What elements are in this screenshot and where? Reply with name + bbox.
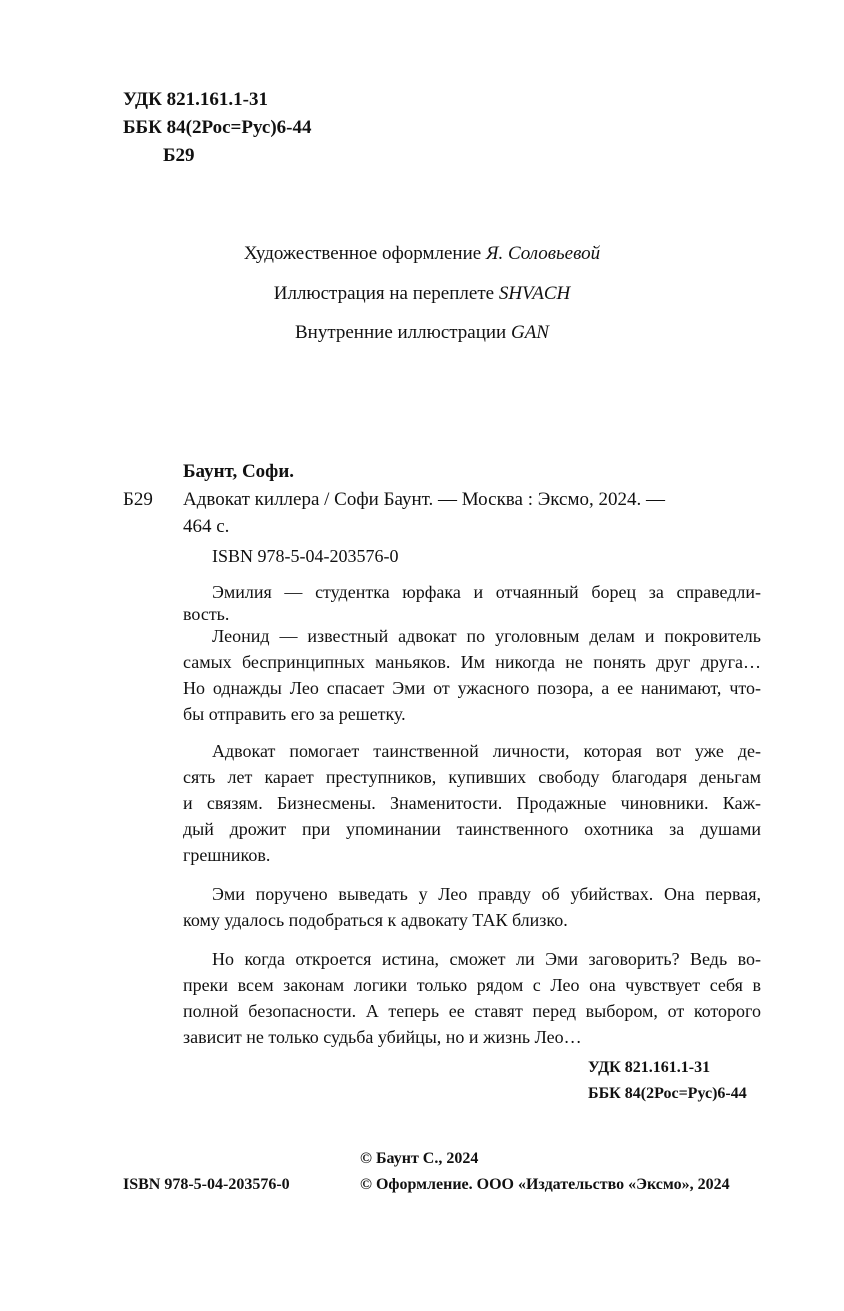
bottom-bbk-code: ББК 84(2Рос=Рус)6-44: [588, 1085, 747, 1102]
text-line: Но однажды Лео спасает Эми от ужасного позора, а ее нанимают, что-: [183, 678, 761, 698]
bottom-udk-code: УДК 821.161.1-31: [588, 1059, 711, 1076]
copyright-design: © Оформление. ООО «Издательство «Эксмо», 2024: [360, 1176, 730, 1193]
text-line: Эмилия — студентка юрфака и отчаянный борец за справедли-: [212, 582, 761, 602]
text-line: Но когда откроется истина, сможет ли Эми заговорить? Ведь во-: [212, 949, 761, 969]
text-line: грешников.: [183, 845, 271, 865]
text-line: полной безопасности. А теперь ее ставят перед выбором, от которого: [183, 1001, 761, 1021]
text-line: зависит не только судьба убийцы, но и жизнь Лео…: [183, 1027, 582, 1047]
text-line: и связям. Бизнесмены. Знаменитости. Продажные чиновники. Каж-: [183, 793, 761, 813]
text-line: Адвокат помогает таинственной личности, которая вот уже де-: [212, 741, 761, 761]
text-line: сять лет карает преступников, купивших свободу благодаря деньгам: [183, 767, 761, 787]
text-line: преки всем законам логики только рядом с Лео она чувствует себя в: [183, 975, 761, 995]
text-line: кому удалось подобраться к адвокату ТАК близко.: [183, 910, 568, 930]
text-line: бы отправить его за решетку.: [183, 704, 406, 724]
credit-inner-illustrations: Внутренние иллюстрации GAN: [295, 322, 549, 343]
copyright-isbn: ISBN 978-5-04-203576-0: [123, 1176, 290, 1193]
text-line: вость.: [183, 604, 230, 624]
udk-code: УДК 821.161.1-31: [123, 89, 268, 110]
credit-cover-illustration: Иллюстрация на переплете SHVACH: [273, 283, 571, 304]
text-line: дый дрожит при упоминании таинственного охотника за душами: [183, 819, 761, 839]
text-line: Леонид — известный адвокат по уголовным делам и покровитель: [212, 626, 761, 646]
credit-art-design: Художественное оформление Я. Соловьевой: [243, 243, 601, 264]
catalog-title-line: Адвокат киллера / Софи Баунт. — Москва : Эксмо, 2024. —: [183, 489, 665, 510]
catalog-mark: Б29: [123, 489, 153, 510]
catalog-author: Баунт, Софи.: [183, 461, 295, 482]
bbk-code: ББК 84(2Рос=Рус)6-44: [123, 117, 312, 138]
text-line: Эми поручено выведать у Лео правду об убийствах. Она первая,: [212, 884, 761, 904]
author-mark: Б29: [163, 145, 195, 166]
catalog-pages: 464 с.: [183, 516, 230, 537]
catalog-isbn: ISBN 978-5-04-203576-0: [212, 546, 399, 566]
copyright-author: © Баунт С., 2024: [360, 1150, 479, 1167]
text-line: самых беспринципных маньяков. Им никогда не понять друг друга…: [183, 652, 761, 672]
